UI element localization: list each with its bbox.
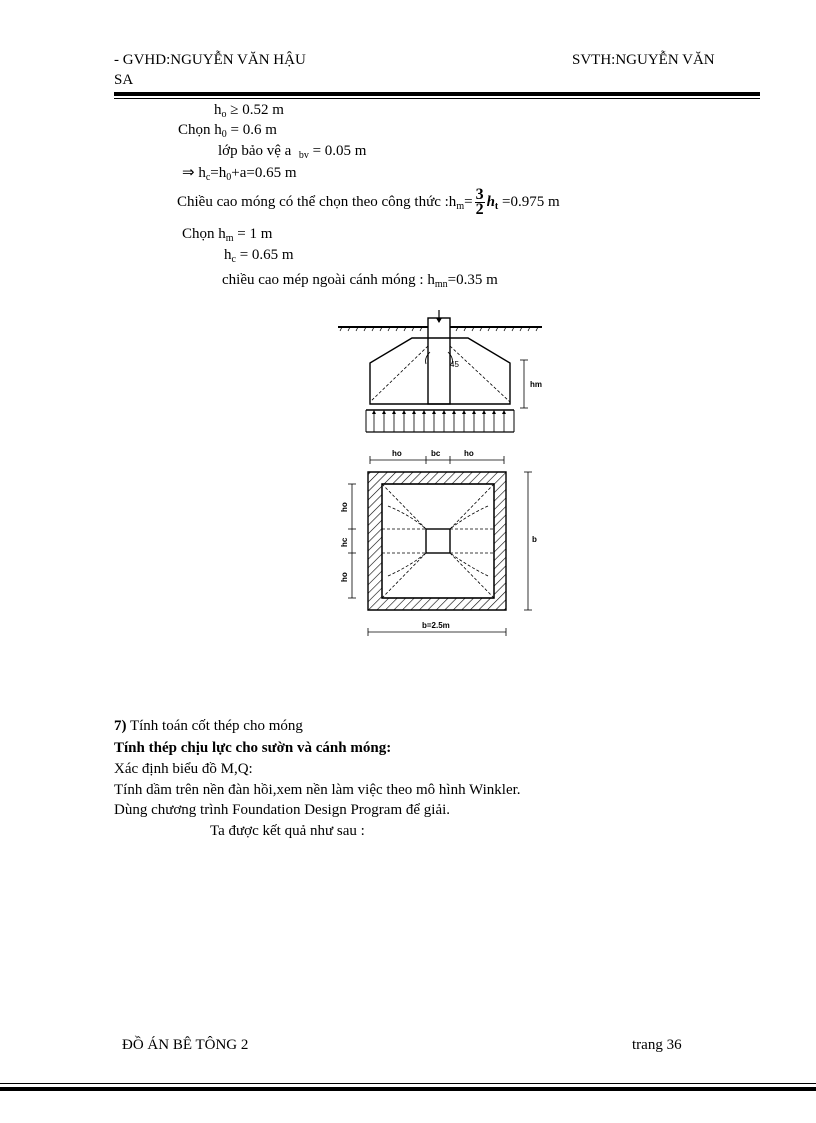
dim-left-ho-top: ho xyxy=(340,502,349,512)
calc-line-hc-value: $h_c = 0.65$ m xyxy=(224,247,294,265)
footer-rule-thick xyxy=(0,1087,816,1091)
dim-right-b: b xyxy=(532,535,537,544)
calc-line-h0-min: $h_o \ge 0.52$ m xyxy=(214,102,284,120)
section-7-line-4: Ta được kết quả như sau : xyxy=(210,823,365,839)
plan-view xyxy=(340,449,537,636)
dim-top-ho-left: ho xyxy=(392,449,402,458)
section-7-line-3: Dùng chương trình Foundation Design Program để giải. xyxy=(114,802,451,818)
header-instructor-continued: SA xyxy=(114,72,134,88)
dim-top-ho-right: ho xyxy=(464,449,474,458)
section-number: 7) xyxy=(114,718,127,734)
dim-bottom-b: b=2.5m xyxy=(422,621,450,630)
elevation-view xyxy=(338,310,542,432)
calc-line-choose-h0: Chọn $h_0 = 0.6$ m xyxy=(178,122,277,140)
calc-line-cover: lớp bảo vệ a $_{bv}$ = 0.05 m xyxy=(218,143,367,161)
header-rule-thick xyxy=(114,92,760,96)
dim-left-ho-bottom: ho xyxy=(340,572,349,582)
hm-label: hm xyxy=(530,380,542,389)
section-7-line-2: Tính dầm trên nền đàn hồi,xem nền làm việc theo mô hình Winkler. xyxy=(114,782,521,798)
section-title: Tính toán cốt thép cho móng xyxy=(126,718,303,734)
section-7-heading xyxy=(114,718,303,735)
footer-page-number: trang 36 xyxy=(632,1037,682,1053)
header-student: SVTH:NGUYỄN VĂN xyxy=(572,52,715,68)
dim-top-bc: bc xyxy=(431,449,441,458)
footer-title: ĐỒ ÁN BÊ TÔNG 2 xyxy=(122,1037,249,1053)
calc-line-choose-hm: Chọn $h_m = 1$ m xyxy=(182,226,273,244)
dim-left-hc: hc xyxy=(340,537,349,547)
calc-line-edge-height: chiều cao mép ngoài cánh móng : $h_{mn}=0.35$ m xyxy=(222,272,498,290)
section-7-line-1: Xác định biểu đồ M,Q: xyxy=(114,761,253,777)
calc-line-hm-formula: Chiều cao móng có thể chọn theo công thức $:h_m=$ $\frac{3}{2}$ $h_t =0.975$ m xyxy=(177,186,560,219)
header-rule-thin xyxy=(114,98,760,99)
calc-line-hc: ⇒ $h_c=h_0+a=0.65$ m xyxy=(182,165,297,183)
section-7-bold-line: Tính thép chịu lực cho sườn và cánh móng: xyxy=(114,740,392,756)
footer-rule-thin xyxy=(0,1083,816,1084)
foundation-drawing xyxy=(330,300,560,645)
angle-label: 45 xyxy=(450,360,459,369)
fraction-3-2: $\frac{3}{2}$ xyxy=(475,186,484,219)
header-instructor: - GVHD:NGUYỄN VĂN HẬU xyxy=(114,52,306,68)
